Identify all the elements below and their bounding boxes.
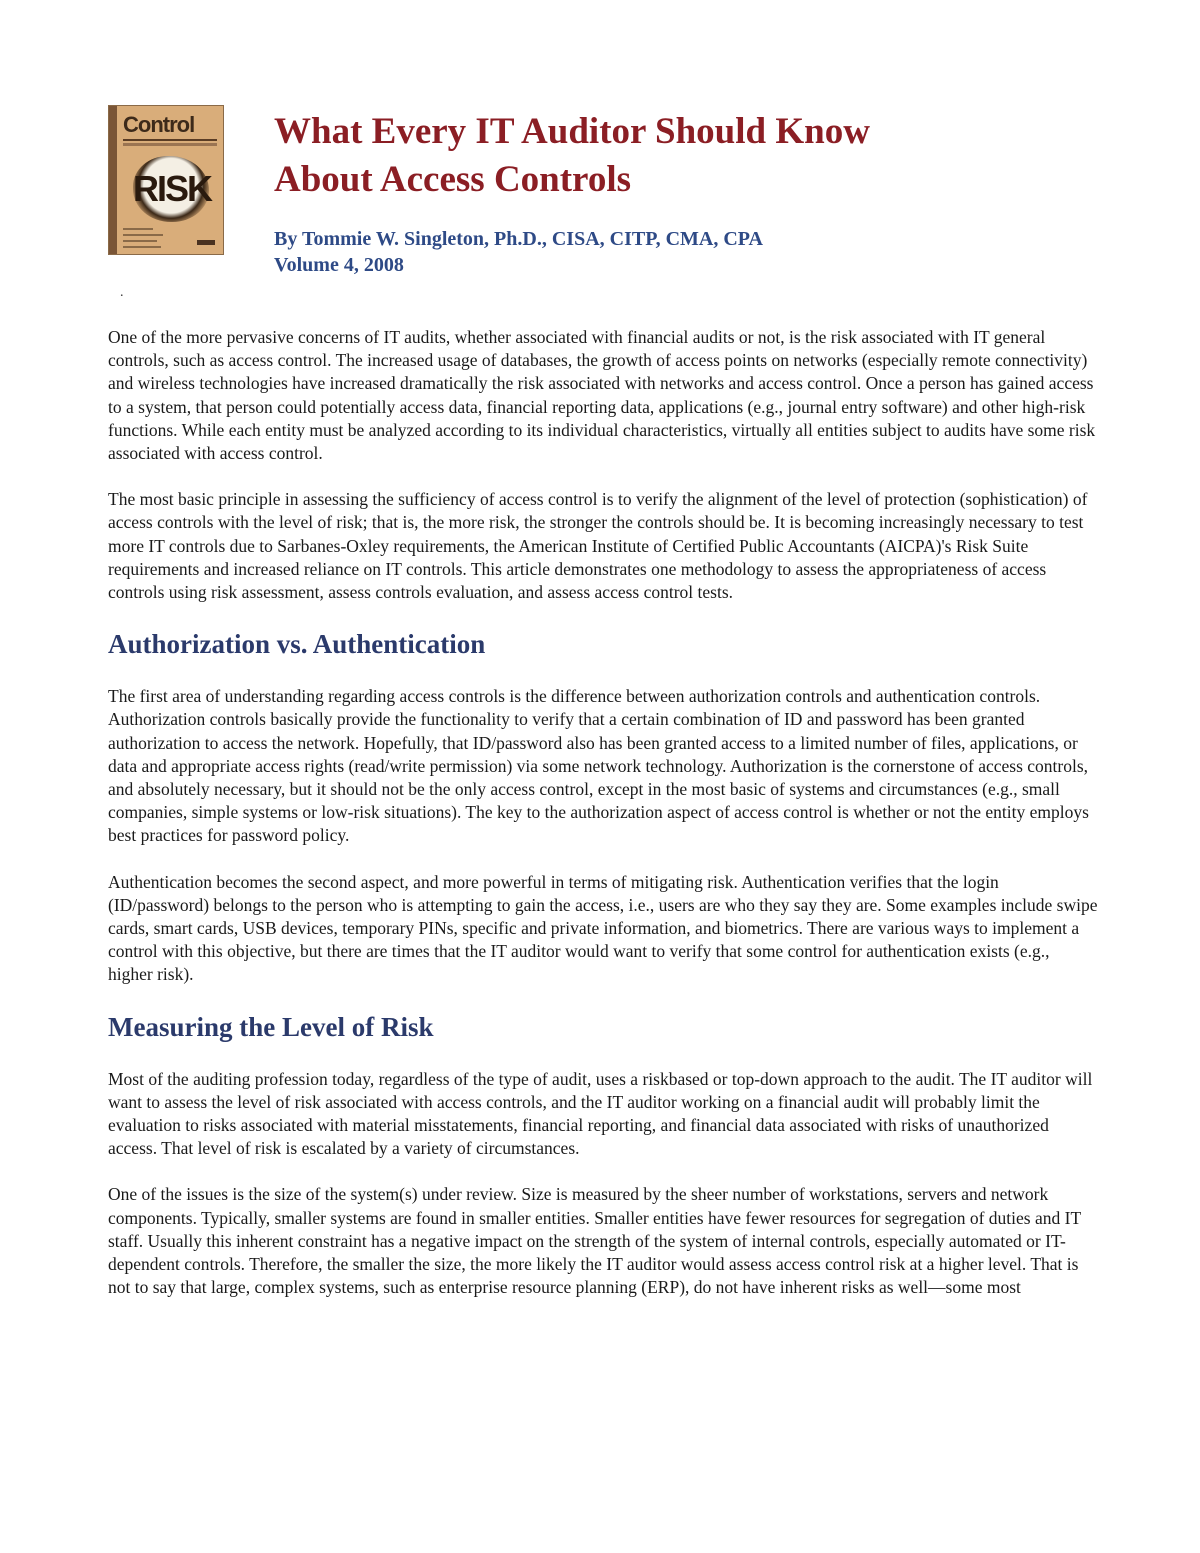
cover-text-line xyxy=(123,246,161,248)
separator-dot: . xyxy=(120,285,124,300)
paragraph-intro-2: The most basic principle in assessing the sufficiency of access control is to verify the alignment of the level of protection (sophistication) of access controls with the level of risk; that is, the more risk, the stronger the controls should be. It is becoming increasingly necessary to test more IT controls due to Sarbanes-Oxley requirements, the American Institute of Certified Public Accountants (AICPA)'s Risk Suite requirements and increased reliance on IT controls. This article demonstrates one methodology to assess the appropriateness of access controls using risk assessment, assess controls evaluation, and assess access control tests. xyxy=(108,489,1088,603)
paragraph-risk-2: One of the issues is the size of the system(s) under review. Size is measured by the sheer number of workstations, servers and network components. Typically, smaller systems are found in smaller entities. Smaller entities have fewer resources for segregation of duties and IT staff. Usually this inherent constraint has a negative impact on the strength of the system of internal controls, especially automated or IT-dependent controls. Therefore, the smaller the size, the more likely the IT auditor would assess access control risk at a higher level. That is not to say that large, complex systems, such as enterprise resource planning (ERP), do not have inherent risks as well—some most xyxy=(108,1184,1081,1298)
journal-cover-image xyxy=(108,105,224,255)
cover-risk-word: RISK xyxy=(132,168,211,209)
byline xyxy=(274,226,1094,278)
article-body xyxy=(108,326,1098,1323)
cover-spine xyxy=(109,106,117,254)
cover-text-line xyxy=(123,240,157,242)
cover-publisher-mark xyxy=(197,240,215,245)
author-line: By Tommie W. Singleton, Ph.D., CISA, CITP, CMA, CPA xyxy=(274,228,763,250)
article-title xyxy=(274,108,1094,204)
title-line-2: About Access Controls xyxy=(274,159,631,200)
volume-line: Volume 4, 2008 xyxy=(274,254,404,276)
heading-measuring-risk: Measuring the Level of Risk xyxy=(108,1011,434,1042)
cover-text-line xyxy=(123,234,163,236)
cover-subtitle-bar xyxy=(123,143,217,146)
cover-rule xyxy=(123,139,217,141)
paragraph-authorization-2: Authentication becomes the second aspect, and more powerful in terms of mitigating risk. Authentication verifies that the login (ID/password) belongs to the person who is attempting to gain the access, i.e., users are who they say they are. Some examples include swipe cards, smart cards, USB devices, temporary PINs, specific and private information, and biometrics. There are various ways to implement a control with this objective, but there are times that the IT auditor would want to verify that some control for authentication exists (e.g., higher risk). xyxy=(108,871,1098,985)
title-line-1: What Every IT Auditor Should Know xyxy=(274,111,870,152)
heading-authorization: Authorization vs. Authentication xyxy=(108,629,486,660)
paragraph-intro-1: One of the more pervasive concerns of IT audits, whether associated with financial audits or not, is the risk associated with IT general controls, such as access control. The increased usage of databases, the growth of access points on networks (especially remote connectivity) and wireless technologies have increased dramatically the risk associated with networks and access control. Once a person has gained access to a system, that person could potentially access data, financial reporting data, applications (e.g., journal entry software) and other high-risk functions. While each entity must be analyzed according to its individual characteristics, virtually all entities subject to audits have some risk associated with access control. xyxy=(108,327,1096,464)
paragraph-authorization-1: The first area of understanding regarding access controls is the difference between authorization controls and authentication controls. Authorization controls basically provide the functionality to verify that a certain combination of ID and password has been granted authorization to access the network. Hopefully, that ID/password also has been granted access to a limited number of files, applications, or data and appropriate access rights (read/write permission) via some network technology. Authorization is the cornerstone of access controls, and absolutely necessary, but it should not be the only access control, except in the most basic of systems and circumstances (e.g., small companies, simple systems or low-risk situations). The key to the authorization aspect of access control is whether or not the entity employs best practices for password policy. xyxy=(108,686,1089,846)
cover-title: Control xyxy=(123,112,195,137)
paragraph-risk-1: Most of the auditing profession today, regardless of the type of audit, uses a riskbased or top-down approach to the audit. The IT auditor will want to assess the level of risk associated with access controls, and the IT auditor working on a financial audit will probably limit the evaluation to risks associated with material misstatements, financial reporting, and financial data associated with risks of unauthorized access. That level of risk is escalated by a variety of circumstances. xyxy=(108,1068,1093,1159)
cover-text-line xyxy=(123,228,153,230)
